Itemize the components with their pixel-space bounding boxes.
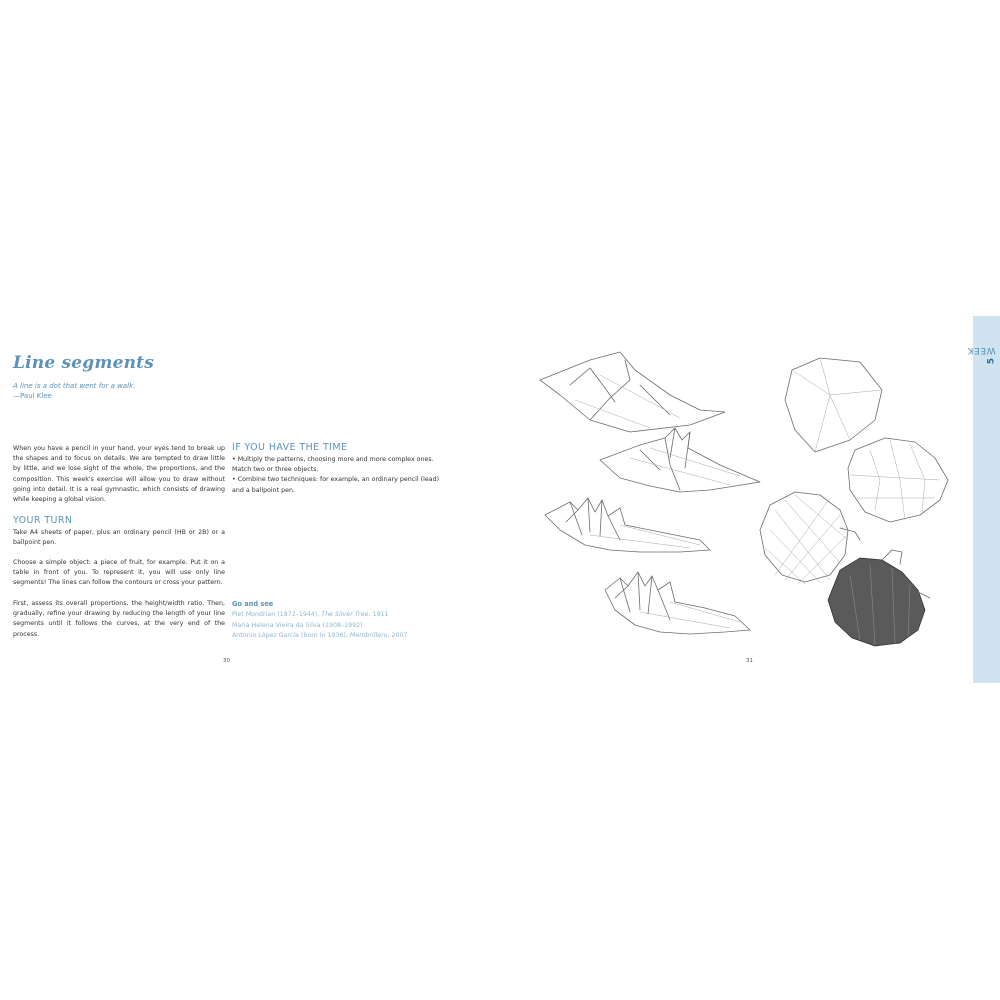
artwork-title: Membrillero <box>349 632 388 639</box>
artwork-year: , 2007 <box>387 632 408 639</box>
week-tab-number: 5 <box>986 357 997 365</box>
week-tab-label <box>966 320 997 380</box>
list-item <box>232 610 452 621</box>
your-turn-paragraph: Take A4 sheets of paper, plus an ordinary pencil (HB or 2B) or a ballpoint pen. <box>13 529 225 547</box>
list-item <box>232 631 452 642</box>
pencil-sketches-illustration <box>530 340 970 650</box>
list-item: • Combine two techniques: for example, an ordinary pencil (lead) and a ballpoint pen. <box>232 476 440 494</box>
artist-name: Piet Mondrian (1872–1944), <box>232 611 322 618</box>
artwork-year: , 1911 <box>368 611 389 618</box>
your-turn-paragraph: First, assess its overall proportions, the height/width ratio. Then, gradually, refine your drawing by reducing the length of your line segments until it follows the curves, at the very end of the process. <box>13 600 225 638</box>
quote-text: A line is a dot that went for a walk. <box>13 382 136 390</box>
if-you-have-time-heading: IF YOU HAVE THE TIME <box>232 442 348 453</box>
quote-author: —Paul Klee <box>13 392 52 400</box>
go-and-see-heading: Go and see <box>232 600 274 608</box>
sketch-faceted-fruit-1 <box>785 358 882 452</box>
page-title: Line segments <box>13 353 154 373</box>
sketch-shaded-pepper <box>828 550 930 646</box>
sketch-flat-1 <box>540 352 725 432</box>
artwork-title: The Silver Tree <box>321 611 369 618</box>
week-tab-prefix: WEEK <box>966 345 996 355</box>
artist-name: Maria Helena Vieira da Silva (1908–1992) <box>232 621 363 629</box>
sketch-faceted-fruit-2 <box>848 438 948 522</box>
go-and-see-list <box>232 610 452 642</box>
page-number-left: 30 <box>223 658 230 664</box>
epigraph-quote <box>13 381 213 401</box>
sketch-flat-2 <box>600 428 760 492</box>
sketch-artwork <box>530 340 970 650</box>
list-item <box>232 621 452 632</box>
artist-name: Antonio López García (born in 1936), <box>232 632 350 639</box>
intro-paragraph: When you have a pencil in your hand, your eyes tend to break up the shapes and to focus on details. We are tempted to draw little by little, and we lose sight of the whole, the proportions, and the composition. This week's exercise will allow you to draw without going into detail. It is a real gymnastic, which consists of drawing while keeping a global vision. <box>13 445 225 504</box>
page-number-right: 31 <box>746 658 753 664</box>
your-turn-paragraph: Choose a simple object: a piece of fruit, for example. Put it on a table in front of you. To represent it, you will use only line segments! The lines can follow the contours or cross your pattern. <box>13 559 225 587</box>
list-item: • Multiply the patterns, choosing more and more complex ones. Match two or three objects. <box>232 456 434 474</box>
sketch-flat-3 <box>545 498 710 552</box>
if-you-have-time-list <box>232 455 444 496</box>
your-turn-heading: YOUR TURN <box>13 515 73 526</box>
sketch-flat-4 <box>605 572 750 634</box>
